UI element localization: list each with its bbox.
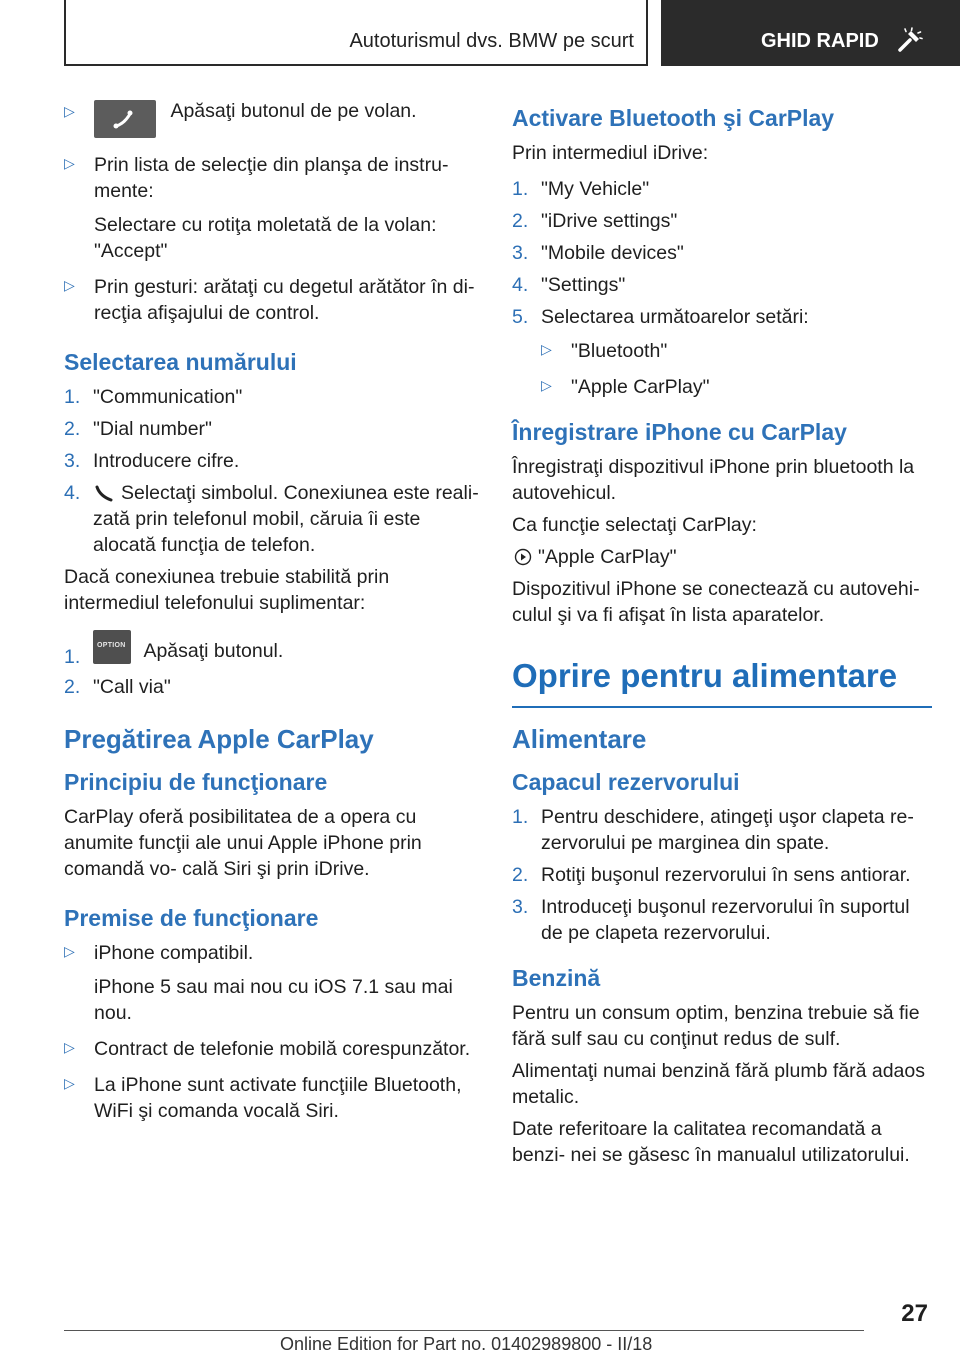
triangle-bullet-icon: ▷: [541, 377, 552, 393]
list-item-subtext: Selectare cu rotiţa moletată de la volan: "Accept": [94, 214, 437, 262]
list-item-text: Introduceţi buşonul rezervorului în suportul de pe clapeta rezervorului.: [541, 896, 910, 944]
triangle-bullet-icon: ▷: [64, 277, 75, 293]
list-item: [512, 304, 932, 400]
body-text: Pentru un consum optim, benzina trebuie să fie fără sulf sau cu conţinut redus de sulf.: [512, 1002, 920, 1050]
step-number: 1.: [64, 386, 81, 408]
right-column: [512, 100, 932, 1168]
step-number: 4.: [512, 274, 529, 296]
header-section-label: GHID RAPID: [761, 30, 879, 52]
list-item: [512, 208, 932, 234]
option-text: "Apple CarPlay": [538, 546, 677, 568]
list-item-text: Rotiţi buşonul rezervorului în sens antiorar.: [541, 864, 911, 886]
left-column: [64, 100, 480, 1134]
step-number: 1.: [512, 806, 529, 828]
triangle-bullet-icon: ▷: [64, 1075, 75, 1091]
list-item: [512, 804, 932, 856]
body-text: Dacă conexiunea trebuie stabilită prin intermediul telefonului suplimentar:: [64, 566, 390, 614]
list-item-text: "Call via": [93, 676, 171, 698]
list-item-text: Selectarea următoarelor setări:: [541, 306, 809, 328]
step-number: 1.: [512, 178, 529, 200]
list-item: [64, 448, 480, 474]
body-text: Dispozitivul iPhone se conectează cu autovehi‐ culul şi va fi afişat în lista aparatelor.: [512, 578, 920, 626]
dial-number-heading: Selectarea numărului: [64, 349, 297, 375]
header-title: Autoturismul dvs. BMW pe scurt: [349, 30, 634, 52]
triangle-bullet-icon: ▷: [541, 341, 552, 357]
bluetooth-heading: Activare Bluetooth şi CarPlay: [512, 105, 835, 131]
step-number: 2.: [64, 418, 81, 440]
list-item: [64, 674, 480, 700]
phone-handset-icon: [93, 484, 115, 502]
list-item: [64, 940, 480, 1026]
list-item-subtext: iPhone 5 sau mai nou cu iOS 7.1 sau mai nou.: [94, 976, 453, 1024]
list-item-text: "Apple CarPlay": [571, 376, 710, 398]
header-section-tab[interactable]: [661, 0, 960, 66]
step-number: 1.: [64, 646, 81, 668]
list-item-text: "Dial number": [93, 418, 212, 440]
step-number: 2.: [64, 676, 81, 698]
list-item-text: iPhone compatibil.: [94, 942, 254, 964]
list-item-text: Prin lista de selecţie din planşa de instru‐ mente:: [94, 154, 449, 202]
list-item: [541, 374, 932, 400]
body-text: Ca funcţie selectaţi CarPlay:: [512, 514, 757, 536]
list-item-text: Pentru deschidere, atingeţi uşor clapeta re‐ zervorului pe marginea din spate.: [541, 806, 914, 854]
list-item-text: Introducere cifre.: [93, 450, 240, 472]
list-item-text: "Mobile devices": [541, 242, 684, 264]
list-item-text: "Settings": [541, 274, 626, 296]
option-button-label: OPTION: [97, 642, 126, 649]
page-number: 27: [901, 1300, 928, 1327]
triangle-bullet-icon: ▷: [64, 103, 75, 119]
body-text: Alimentaţi numai benzină fără plumb fără adaos metalic.: [512, 1060, 925, 1108]
list-item: [512, 894, 932, 946]
list-item-text-content: Selectaţi simbolul. Conexiunea este reali‐ zată prin telefonul mobil, căruia îi este alocată funcţia de telefon.: [93, 482, 479, 556]
fuel-heading: Alimentare: [512, 724, 647, 754]
step-number: 2.: [512, 210, 529, 232]
step-number: 3.: [512, 896, 529, 918]
step-number: 4.: [64, 482, 81, 504]
option-line: [512, 544, 932, 570]
list-item-text: "Communication": [93, 386, 243, 408]
carplay-heading: Pregătirea Apple CarPlay: [64, 724, 374, 754]
list-item: [64, 480, 480, 558]
list-item: [512, 862, 932, 888]
list-item: [512, 240, 932, 266]
option-button: [93, 630, 131, 664]
list-item-text: Apăsaţi butonul.: [143, 640, 284, 663]
list-item: [64, 274, 480, 326]
list-item-text: Apăsaţi butonul de pe volan.: [170, 100, 417, 122]
list-item-text: [93, 480, 480, 558]
list-item: [64, 416, 480, 442]
chapter-title: Oprire pentru alimentare: [512, 657, 898, 694]
body-text: Înregistraţi dispozitivul iPhone prin bluetooth la autovehicul.: [512, 456, 915, 504]
steering-phone-button: [94, 100, 156, 138]
header-title-box: [64, 0, 648, 66]
list-item-text: "iDrive settings": [541, 210, 678, 232]
body-text: Date referitoare la calitatea recomandată a benzi‐ nei se găsesc în manualul utilizatorului.: [512, 1118, 910, 1166]
list-item: [64, 1036, 480, 1062]
list-item-text: "My Vehicle": [541, 178, 650, 200]
list-item: [64, 152, 480, 264]
list-item: [64, 100, 480, 138]
list-item: [512, 272, 932, 298]
body-text: CarPlay oferă posibilitatea de a opera cu anumite funcţii ale unui Apple iPhone prin comandă vo‐ cală Siri şi prin iDrive.: [64, 806, 422, 880]
principle-heading: Principiu de funcţionare: [64, 769, 328, 795]
chapter-rule: [512, 706, 932, 708]
list-item: [512, 176, 932, 202]
phone-handset-icon: [94, 100, 156, 138]
list-item: [64, 384, 480, 410]
cap-heading: Capacul rezervorului: [512, 769, 740, 795]
footer-rule: [64, 1330, 864, 1331]
quick-guide-icon: [897, 27, 923, 53]
step-number: 3.: [64, 450, 81, 472]
list-item-text: Contract de telefonie mobilă corespunzător.: [94, 1038, 471, 1060]
play-circle-icon: [514, 548, 532, 566]
list-item: [541, 338, 932, 364]
body-text: Prin intermediul iDrive:: [512, 142, 709, 164]
step-number: 2.: [512, 864, 529, 886]
step-number: 3.: [512, 242, 529, 264]
list-item: [64, 1072, 480, 1124]
triangle-bullet-icon: ▷: [64, 1039, 75, 1055]
triangle-bullet-icon: ▷: [64, 943, 75, 959]
list-item-text: La iPhone sunt activate funcţiile Bluetooth, WiFi şi comanda vocală Siri.: [94, 1074, 462, 1122]
triangle-bullet-icon: ▷: [64, 155, 75, 171]
list-item: [64, 630, 480, 668]
premises-heading: Premise de funcţionare: [64, 905, 319, 931]
footer-edition: Online Edition for Part no. 01402989800 - II/18: [280, 1334, 653, 1354]
step-number: 5.: [512, 306, 529, 328]
register-heading: Înregistrare iPhone cu CarPlay: [512, 419, 847, 445]
list-item-text: Prin gesturi: arătaţi cu degetul arătător în di‐ recţia afişajului de control.: [94, 276, 475, 324]
list-item-text: "Bluetooth": [571, 340, 668, 362]
petrol-heading: Benzină: [512, 965, 601, 991]
